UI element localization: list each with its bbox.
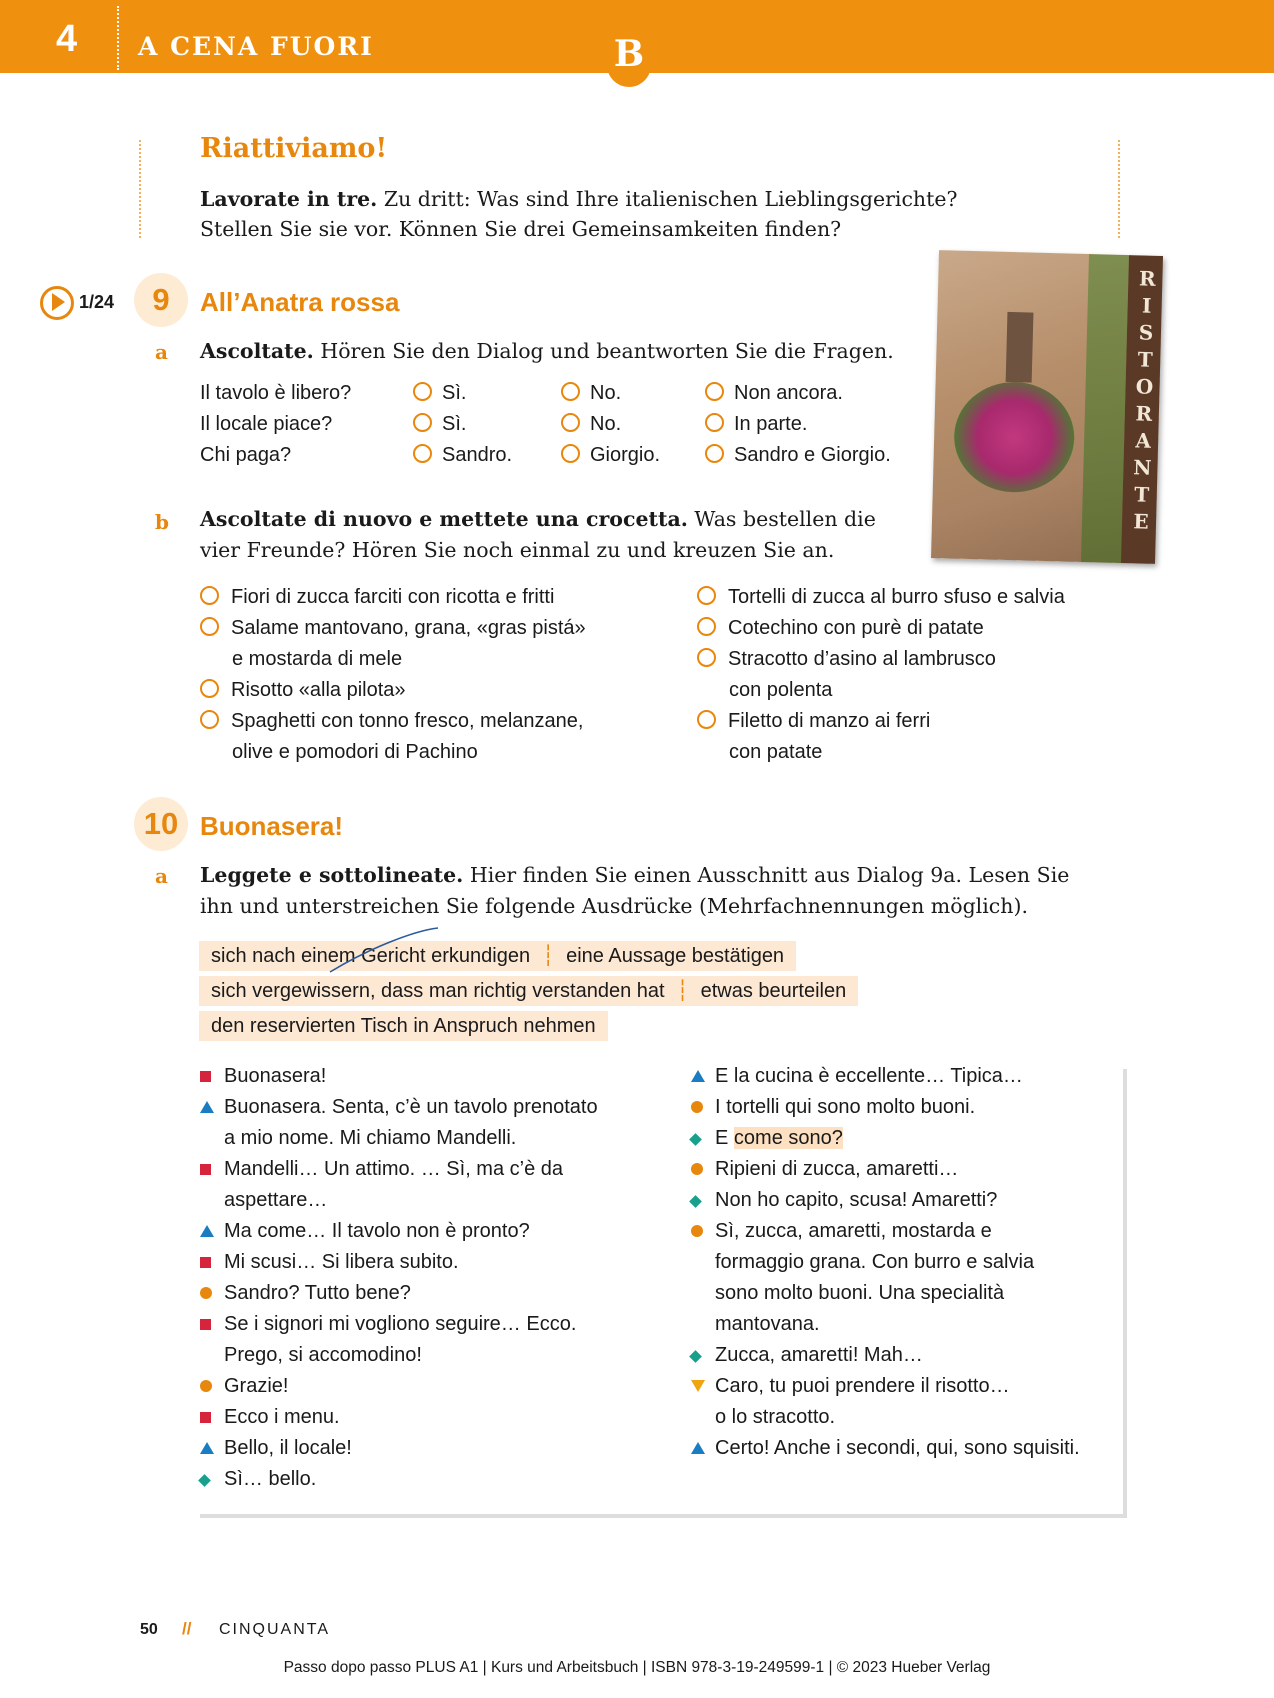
expression-chip[interactable]: etwas beurteilen	[700, 980, 847, 1002]
exercise-10a-bold: Leggete e sottolineate.	[200, 863, 464, 887]
chip-separator: ┆	[676, 980, 689, 1002]
dialog-line	[200, 1433, 660, 1464]
dialog-text: aspettare…	[224, 1189, 328, 1211]
dialog-text: a mio nome. Mi chiamo Mandelli.	[224, 1127, 517, 1149]
dialog-line	[200, 1278, 660, 1309]
answer-option[interactable]	[413, 444, 512, 467]
waiter-square-icon	[200, 1164, 211, 1175]
speaker-down-triangle-icon	[691, 1380, 705, 1392]
riattiviamo-line1: Zu dritt: Was sind Ihre italienischen Lieblingsgerichte?	[383, 187, 958, 211]
exercise-9-title: All’Anatra rossa	[200, 287, 400, 317]
dialog-right-column	[691, 1061, 1121, 1464]
wall-window-image	[1006, 312, 1034, 383]
dialog-text: Sì… bello.	[224, 1468, 317, 1490]
expression-chip[interactable]: den reservierten Tisch in Anspruch nehmen	[211, 1015, 596, 1037]
checkbox-circle-icon	[697, 617, 716, 636]
dialog-text: Mandelli… Un attimo. … Sì, ma c’è da	[224, 1158, 564, 1180]
dish-label: Salame mantovano, grana, «gras pistá»	[231, 617, 586, 639]
ristorante-sign-text	[1122, 265, 1163, 536]
section-letter: B	[613, 33, 645, 75]
chip-separator: ┆	[542, 945, 555, 967]
sign-letter: O	[1135, 374, 1154, 399]
sign-letter: A	[1135, 428, 1152, 453]
exercise-9a-instruction	[200, 336, 894, 367]
expression-chip[interactable]: sich vergewissern, dass man richtig verstanden hat	[211, 980, 665, 1002]
speaker-diamond-icon	[689, 1350, 702, 1363]
answer-option[interactable]	[561, 444, 660, 467]
radio-circle-icon	[705, 413, 724, 432]
dialog-line	[691, 1433, 1121, 1464]
dialog-text: Buonasera!	[224, 1065, 327, 1087]
dish-label-cont: olive e pomodori di Pachino	[232, 741, 478, 763]
answer-option[interactable]	[705, 413, 807, 436]
sign-letter: R	[1138, 266, 1157, 291]
dialog-line	[691, 1154, 1121, 1185]
chapter-number: 4	[56, 18, 78, 60]
riattiviamo-line2: Stellen Sie sie vor. Können Sie drei Gemeinsamkeiten finden?	[200, 217, 842, 241]
exercise-9b-text2: vier Freunde? Hören Sie noch einmal zu und kreuzen Sie an.	[200, 538, 835, 562]
dialog-text: Se i signori mi vogliono seguire… Ecco.	[224, 1313, 577, 1335]
dialog-text: Buonasera. Senta, c’è un tavolo prenotato	[224, 1096, 598, 1118]
question-text: Chi paga?	[200, 444, 292, 466]
chapter-title: A CENA FUORI	[138, 32, 374, 61]
sign-letter: T	[1137, 347, 1154, 372]
dialog-line	[200, 1216, 660, 1247]
dialog-line	[200, 1371, 660, 1402]
expression-chip[interactable]: eine Aussage bestätigen	[566, 945, 785, 967]
answer-option[interactable]	[705, 444, 891, 467]
waiter-square-icon	[200, 1257, 211, 1268]
dish-option[interactable]	[200, 675, 660, 706]
question-text: Il locale piace?	[200, 413, 333, 435]
restaurant-photo	[931, 250, 1163, 564]
question-row	[200, 413, 920, 444]
speaker-triangle-icon	[691, 1070, 705, 1082]
dialog-line	[691, 1371, 1121, 1433]
dish-label-cont: con polenta	[729, 679, 833, 701]
dialog-text: mantovana.	[715, 1313, 820, 1335]
dish-label: Stracotto d’asino al lambrusco	[728, 648, 996, 670]
dish-label: Cotechino con purè di patate	[728, 617, 984, 639]
speaker-triangle-icon	[200, 1442, 214, 1454]
radio-circle-icon	[705, 444, 724, 463]
speaker-triangle-icon	[200, 1225, 214, 1237]
radio-circle-icon	[561, 382, 580, 401]
answer-label: Sì.	[442, 382, 467, 404]
flower-basket-image	[953, 381, 1076, 494]
waiter-square-icon	[200, 1319, 211, 1330]
checkbox-circle-icon	[697, 648, 716, 667]
dialog-line	[691, 1185, 1121, 1216]
dialog-text: Caro, tu puoi prendere il risotto…	[715, 1375, 1010, 1397]
pen-stroke-mark	[320, 924, 440, 974]
exercise-9a-letter: a	[155, 340, 168, 364]
dialog-text: Ripieni di zucca, amaretti…	[715, 1158, 959, 1180]
play-icon	[52, 293, 65, 311]
answer-label: No.	[590, 382, 622, 404]
dialog-text: Prego, si accomodino!	[224, 1344, 422, 1366]
speaker-triangle-icon	[691, 1442, 705, 1454]
dish-list-right	[697, 582, 1157, 768]
question-text: Il tavolo è libero?	[200, 382, 352, 404]
exercise-10-title: Buonasera!	[200, 811, 344, 841]
answer-label: Sandro.	[442, 444, 513, 466]
question-table	[200, 382, 920, 475]
expression-chip[interactable]: sich nach einem Gericht erkundigen	[211, 945, 531, 967]
dialog-line	[691, 1216, 1121, 1340]
answer-label: Non ancora.	[734, 382, 843, 404]
dialog-line	[200, 1061, 660, 1092]
audio-track-label: 1/24	[79, 292, 115, 312]
exercise-10a-text1: Hier finden Sie einen Ausschnitt aus Dialog 9a. Lesen Sie	[469, 863, 1070, 887]
dish-label: Spaghetti con tonno fresco, melanzane,	[231, 710, 584, 732]
dish-option[interactable]	[697, 644, 1157, 706]
dialog-line	[200, 1092, 660, 1154]
footer-slashes: //	[182, 1619, 192, 1638]
dialog-text: I tortelli qui sono molto buoni.	[715, 1096, 976, 1118]
answer-option[interactable]	[561, 382, 621, 405]
exercise-10-number: 10	[143, 806, 179, 841]
dialog-line	[691, 1092, 1121, 1123]
dialog-text: Mi scusi… Si libera subito.	[224, 1251, 459, 1273]
dish-option[interactable]	[200, 706, 660, 768]
dialog-text: Sì, zucca, amaretti, mostarda e	[715, 1220, 992, 1242]
dish-option[interactable]	[200, 613, 660, 675]
dish-option[interactable]	[200, 582, 660, 613]
header-divider	[117, 6, 119, 70]
speaker-diamond-icon	[689, 1195, 702, 1208]
radio-circle-icon	[561, 444, 580, 463]
dialog-text: Certo! Anche i secondi, qui, sono squisiti.	[715, 1437, 1080, 1459]
dialog-text: Zucca, amaretti! Mah…	[715, 1344, 923, 1366]
checkbox-circle-icon	[200, 617, 219, 636]
exercise-10a-text2: ihn und unterstreichen Sie folgende Ausdrücke (Mehrfachnennungen möglich).	[200, 894, 1028, 918]
riattiviamo-right-border	[1118, 140, 1122, 238]
dialog-line	[200, 1154, 660, 1216]
checkbox-circle-icon	[200, 586, 219, 605]
waiter-square-icon	[200, 1071, 211, 1082]
radio-circle-icon	[413, 444, 432, 463]
speaker-dot-icon	[200, 1287, 212, 1299]
dish-label: Tortelli di zucca al burro sfuso e salvia	[728, 586, 1065, 608]
dialog-line	[691, 1340, 1121, 1371]
sign-letter: N	[1132, 455, 1152, 480]
expression-chip-row1	[199, 941, 796, 971]
exercise-10a-instruction	[200, 860, 1100, 922]
answer-label: Sì.	[442, 413, 467, 435]
radio-circle-icon	[413, 382, 432, 401]
answer-label: In parte.	[734, 413, 808, 435]
dialog-text: formaggio grana. Con burro e salvia	[715, 1251, 1035, 1273]
radio-circle-icon	[705, 382, 724, 401]
sign-letter: I	[1141, 293, 1152, 318]
dialog-text: E la cucina è eccellente… Tipica…	[715, 1065, 1023, 1087]
page-number-word: CINQUANTA	[219, 1621, 331, 1638]
answer-option[interactable]	[413, 382, 466, 405]
sign-letter: E	[1133, 509, 1149, 534]
question-row	[200, 382, 920, 413]
question-row	[200, 444, 920, 475]
dish-label: Fiori di zucca farciti con ricotta e fritti	[231, 586, 555, 608]
speaker-dot-icon	[200, 1380, 212, 1392]
waiter-square-icon	[200, 1412, 211, 1423]
answer-option[interactable]	[705, 382, 843, 405]
dialog-text: o lo stracotto.	[715, 1406, 836, 1428]
dialog-text: Non ho capito, scusa! Amaretti?	[715, 1189, 998, 1211]
dialog-line	[200, 1402, 660, 1433]
riattiviamo-text	[200, 184, 1020, 244]
sign-letter: R	[1135, 401, 1153, 426]
riattiviamo-bold: Lavorate in tre.	[200, 187, 378, 211]
dialog-line	[200, 1247, 660, 1278]
exercise-9b-bold: Ascoltate di nuovo e mettete una crocetta.	[200, 507, 688, 531]
exercise-9b-instruction	[200, 504, 920, 566]
checkbox-circle-icon	[697, 586, 716, 605]
exercise-10a-letter: a	[155, 864, 168, 888]
exercise-9b-text1: Was bestellen die	[694, 507, 876, 531]
expression-chip-row2	[199, 976, 858, 1006]
copyright-line: Passo dopo passo PLUS A1 | Kurs und Arbeitsbuch | ISBN 978-3-19-249599-1 | © 2023 Hueber Verlag	[283, 1659, 991, 1676]
page-number: 50	[140, 1621, 158, 1638]
checkbox-circle-icon	[200, 679, 219, 698]
highlighted-phrase: come sono?	[733, 1127, 843, 1149]
speaker-triangle-icon	[200, 1101, 214, 1113]
dialog-text: sono molto buoni. Una specialità	[715, 1282, 1005, 1304]
dish-label-cont: e mostarda di mele	[232, 648, 403, 670]
dish-option[interactable]	[697, 582, 1157, 613]
exercise-9-number: 9	[152, 282, 170, 317]
radio-circle-icon	[561, 413, 580, 432]
dialog-line	[691, 1123, 1121, 1154]
dish-label: Risotto «alla pilota»	[231, 679, 406, 701]
sign-letter: T	[1133, 482, 1150, 507]
dialog-text: E	[715, 1127, 734, 1149]
dish-list-left	[200, 582, 660, 768]
sign-letter: S	[1138, 320, 1154, 345]
riattiviamo-left-border	[139, 140, 143, 238]
dialog-text: Ecco i menu.	[224, 1406, 340, 1428]
riattiviamo-title: Riattiviamo!	[200, 133, 388, 164]
dialog-text: Sandro? Tutto bene?	[224, 1282, 411, 1304]
dish-label: Filetto di manzo ai ferri	[728, 710, 931, 732]
speaker-dot-icon	[691, 1101, 703, 1113]
answer-label: Giorgio.	[590, 444, 661, 466]
dialog-left-column	[200, 1061, 660, 1495]
speaker-dot-icon	[691, 1163, 703, 1175]
speaker-diamond-icon	[198, 1474, 211, 1487]
dialog-line	[200, 1464, 660, 1495]
radio-circle-icon	[413, 413, 432, 432]
dish-option[interactable]	[697, 613, 1157, 644]
expression-chip-row3	[199, 1011, 608, 1041]
dialog-text: Bello, il locale!	[224, 1437, 352, 1459]
answer-label: Sandro e Giorgio.	[734, 444, 891, 466]
dialog-text: Ma come… Il tavolo non è pronto?	[224, 1220, 530, 1242]
checkbox-circle-icon	[697, 710, 716, 729]
speaker-diamond-icon	[689, 1133, 702, 1146]
dialog-line	[200, 1309, 660, 1371]
answer-option[interactable]	[561, 413, 621, 436]
dialog-line	[691, 1061, 1121, 1092]
answer-label: No.	[590, 413, 622, 435]
checkbox-circle-icon	[200, 710, 219, 729]
exercise-9a-text: Hören Sie den Dialog und beantworten Sie die Fragen.	[320, 339, 894, 363]
dialog-text: Grazie!	[224, 1375, 289, 1397]
speaker-dot-icon	[691, 1225, 703, 1237]
exercise-9a-bold: Ascoltate.	[200, 339, 314, 363]
answer-option[interactable]	[413, 413, 466, 436]
dish-option[interactable]	[697, 706, 1157, 768]
exercise-9b-letter: b	[155, 510, 169, 534]
dish-label-cont: con patate	[729, 741, 823, 763]
